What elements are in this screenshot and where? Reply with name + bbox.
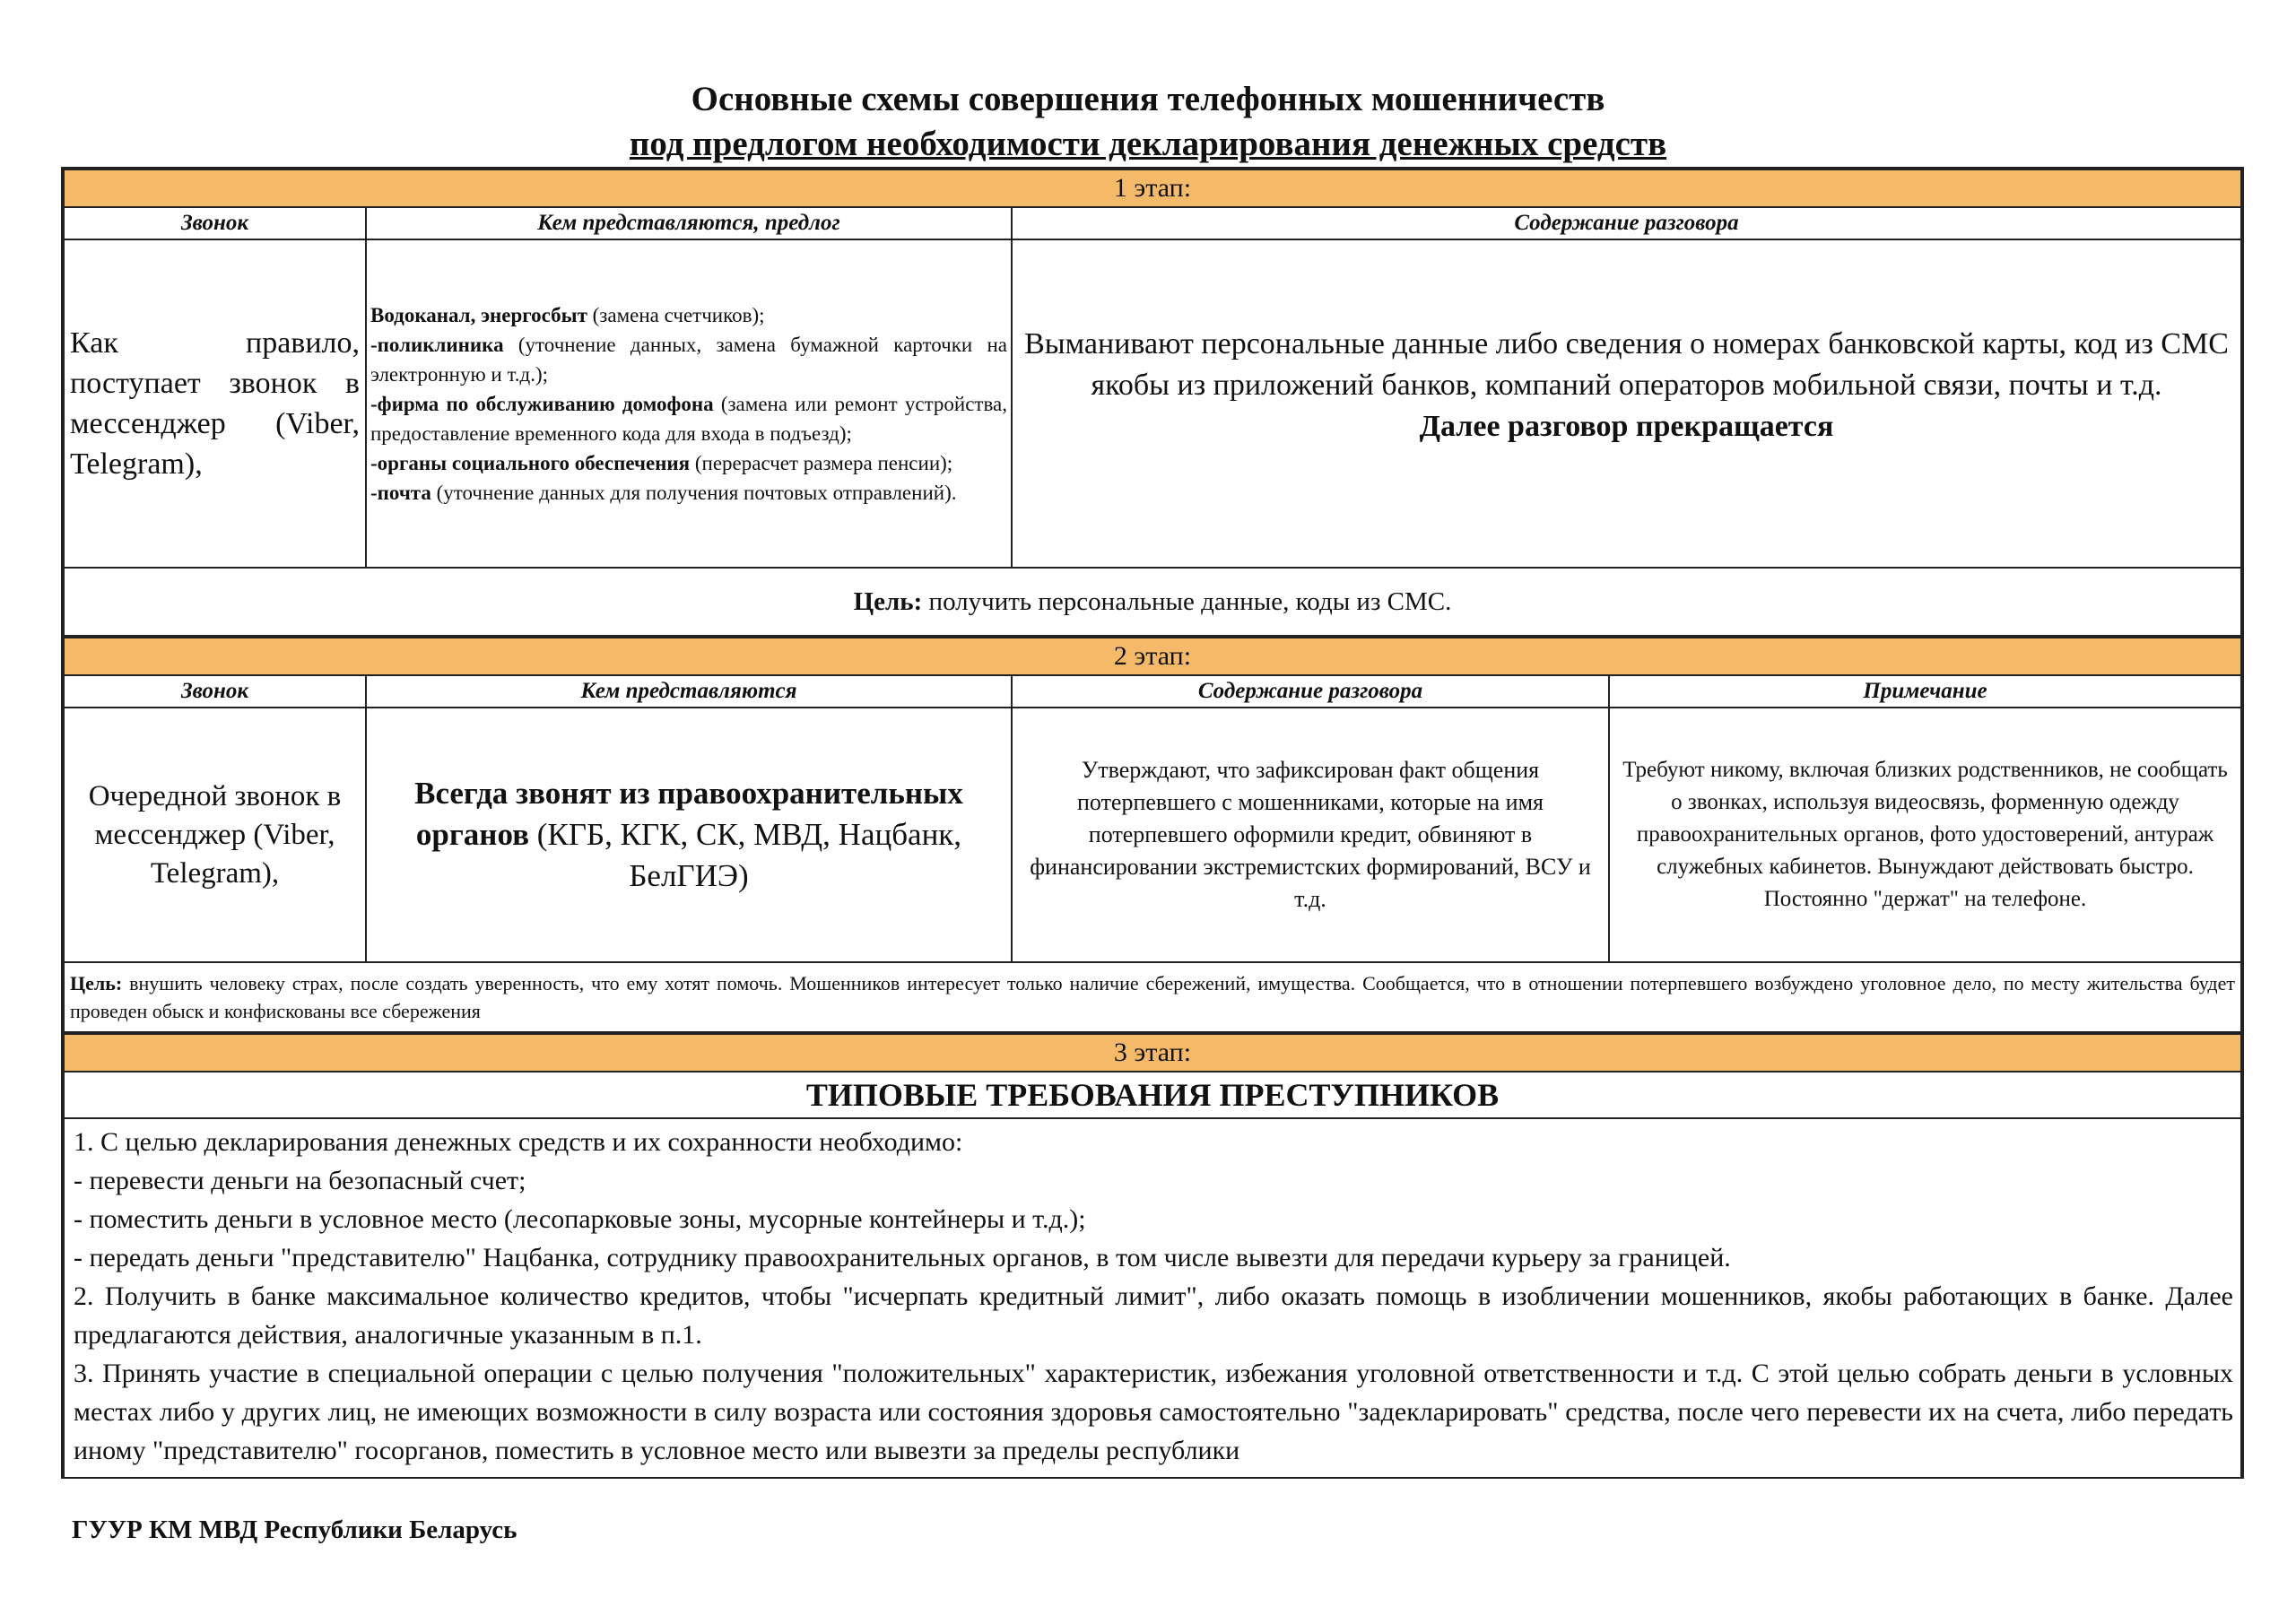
stage-1-call: Как правило, поступает звонок в мессенджер (Viber, Telegram), <box>64 239 366 568</box>
requirement-line: 1. С целью декларирования денежных средств и их сохранности необходимо: <box>74 1127 963 1157</box>
stage-2-content: Утверждают, что зафиксирован факт общения потерпевшего с мошенниками, которые на имя потерпевшего оформили кредит, обвиняют в финансировании экстремистских формирований, ВСУ и т.д. <box>1012 708 1609 962</box>
who-item: -фирма по обслуживанию домофона (замена или ремонт устройства, предоставление временного кода для входа в подъезд); <box>370 392 1007 445</box>
stage-1-content-bold: Далее разговор прекращается <box>1419 410 1834 443</box>
who-item: Водоканал, энергосбыт (замена счетчиков); <box>370 303 765 326</box>
document-title <box>0 77 2296 167</box>
requirement-line: - поместить деньги в условное место (лесопарковые зоны, мусорные контейнеры и т.д.); <box>74 1204 1086 1234</box>
stage-1-content: Выманивают персональные данные либо сведения о номерах банковской карты, код из СМС якобы из приложений банков, компаний операторов мобильной связи, почты и т.д. Далее разговор прекращается <box>1012 239 2241 568</box>
stage-1-who <box>366 239 1012 568</box>
stage-2-call: Очередной звонок в мессенджер (Viber, Telegram), <box>64 708 366 962</box>
stage-2-header-who: Кем представляются <box>366 675 1012 708</box>
stage-2-goal: Цель: внушить человеку страх, после создать уверенность, что ему хотят помочь. Мошенников интересует только наличие сбережений, имущества. Сообщается, что в отношении потерпевшего возбуждено уголовное дело, по месту жительства будет проведен обыск и конфискованы все сбережения <box>64 962 2241 1032</box>
stage-1-header-content: Содержание разговора <box>1012 207 2241 239</box>
requirement-line: 3. Принять участие в специальной операции с целью получения "положительных" характеристик, избежания уголовной ответственности и т.д. С этой целью собрать деньги в условных местах либо у других лиц, не имеющих возможности в силу возраста или состояния здоровья самостоятельно "задекларировать" средства, после чего перевести их на счета, либо передать иному "представителю" госорганов, поместить в условное место или вывезти за пределы республики <box>74 1359 2233 1465</box>
stage-2-note: Требуют никому, включая близких родственников, не сообщать о звонках, используя видеосвязь, форменную одежду правоохранительных органов, фото удостоверений, антураж служебных кабинетов. Вынуждают действовать быстро. Постоянно "держат" на телефоне. <box>1609 708 2241 962</box>
stage-1-label: 1 этап: <box>64 169 2241 207</box>
requirement-line: - перевести деньги на безопасный счет; <box>74 1166 526 1195</box>
who-item: -почта (уточнение данных для получения почтовых отправлений). <box>370 481 957 504</box>
stage-1-table <box>63 169 2242 637</box>
stage-2-header-content: Содержание разговора <box>1012 675 1609 708</box>
stage-3-requirements <box>64 1118 2241 1478</box>
stage-3-table <box>63 1033 2242 1479</box>
schemes-table <box>61 167 2244 1479</box>
stage-1-goal: Цель: получить персональные данные, коды из СМС. <box>64 568 2241 636</box>
stage-3-label: 3 этап: <box>64 1034 2241 1072</box>
title-line-1: Основные схемы совершения телефонных мошенничеств <box>691 80 1605 118</box>
who-item: -поликлиника (уточнение данных, замена бумажной карточки на электронную и т.д.); <box>370 333 1007 386</box>
requirement-line: - передать деньги "представителю" Нацбанка, сотруднику правоохранительных органов, в том числе вывезти для передачи курьеру за границей. <box>74 1243 1731 1272</box>
stage-2-table <box>63 637 2242 1033</box>
who-item: -органы социального обеспечения (перерасчет размера пенсии); <box>370 451 953 474</box>
stage-2-header-call: Звонок <box>64 675 366 708</box>
stage-2-who: Всегда звонят из правоохранительных органов (КГБ, КГК, СК, МВД, Нацбанк, БелГИЭ) <box>366 708 1012 962</box>
stage-2-header-note: Примечание <box>1609 675 2241 708</box>
title-line-2: под предлогом необходимости декларирования денежных средств <box>629 125 1667 163</box>
requirement-line: 2. Получить в банке максимальное количество кредитов, чтобы "исчерпать кредитный лимит", либо оказать помощь в изобличении мошенников, якобы работающих в банке. Далее предлагаются действия, аналогичные указанным в п.1. <box>74 1281 2233 1350</box>
footer-organization: ГУУР КМ МВД Республики Беларусь <box>72 1515 517 1544</box>
stage-1-header-call: Звонок <box>64 207 366 239</box>
stage-3-heading: ТИПОВЫЕ ТРЕБОВАНИЯ ПРЕСТУПНИКОВ <box>64 1072 2241 1118</box>
stage-2-label: 2 этап: <box>64 638 2241 675</box>
stage-1-header-who: Кем представляются, предлог <box>366 207 1012 239</box>
